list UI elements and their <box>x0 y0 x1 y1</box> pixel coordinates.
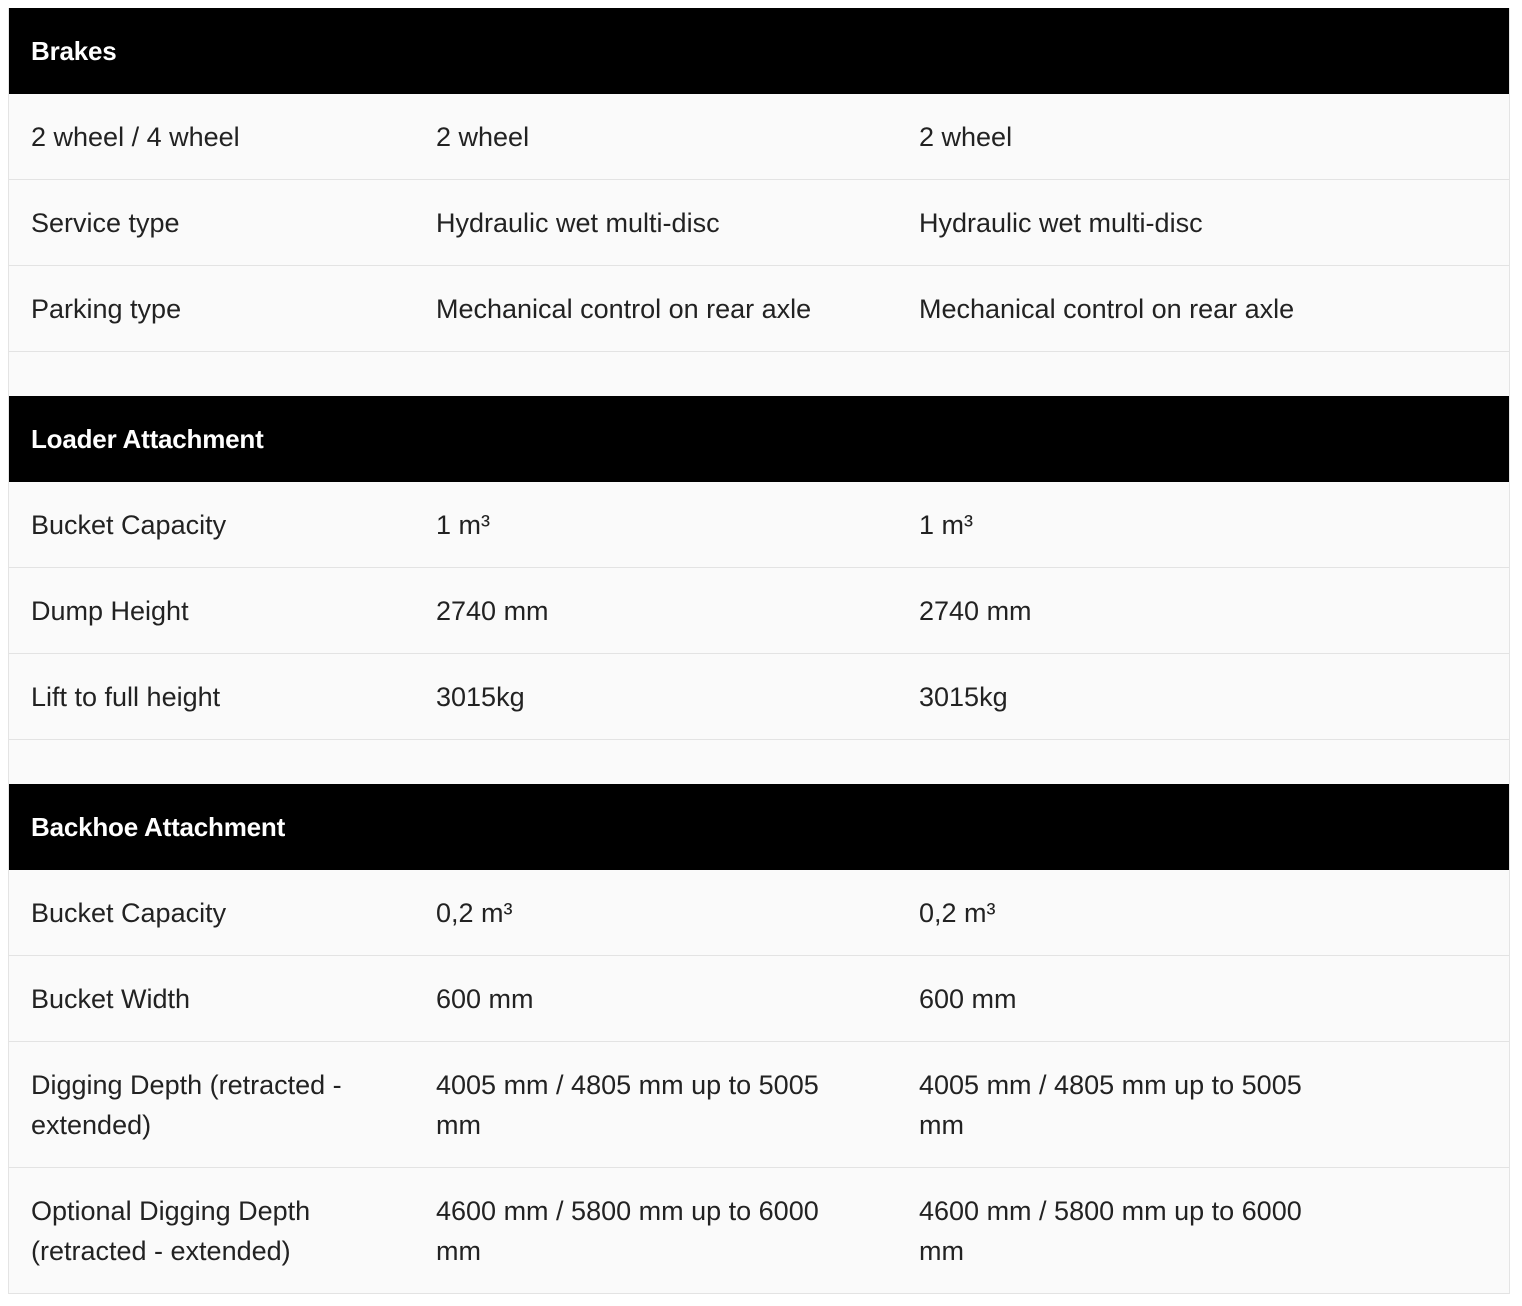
spec-label: Service type <box>31 207 180 238</box>
spec-value-model-2: 600 mm <box>919 983 1017 1014</box>
section-title: Backhoe Attachment <box>31 811 286 842</box>
spec-value-model-1: 1 m³ <box>436 509 490 540</box>
table-row <box>9 266 1509 352</box>
spec-label: Parking type <box>31 293 182 324</box>
spec-label: Bucket Capacity <box>31 897 227 928</box>
section-header-backhoe-attachment <box>9 784 1509 870</box>
spec-value-model-2: 1 m³ <box>919 509 973 540</box>
section-header-brakes <box>9 8 1509 94</box>
table-row <box>9 956 1509 1042</box>
spec-value-model-1: 2 wheel <box>436 121 530 152</box>
table-row <box>9 1168 1509 1294</box>
spec-table <box>8 8 1510 1294</box>
table-row <box>9 482 1509 568</box>
table-row <box>9 568 1509 654</box>
spec-value-model-1: 600 mm <box>436 983 534 1014</box>
section-spacer <box>9 740 1509 784</box>
spec-value-model-2: 3015kg <box>919 681 1008 712</box>
section-title: Loader Attachment <box>31 423 264 454</box>
spec-value-model-1: 4005 mm / 4805 mm up to 5005 mm <box>436 1069 819 1140</box>
spec-value-model-1: 3015kg <box>436 681 525 712</box>
spec-value-model-2: 4600 mm / 5800 mm up to 6000 mm <box>919 1195 1302 1266</box>
spec-value-model-2: 2740 mm <box>919 595 1032 626</box>
spec-label: Digging Depth (retracted - extended) <box>31 1069 342 1140</box>
spec-value-model-1: 0,2 m³ <box>436 897 513 928</box>
spec-value-model-1: 2740 mm <box>436 595 549 626</box>
spec-value-model-2: 0,2 m³ <box>919 897 996 928</box>
spec-label: Dump Height <box>31 595 189 626</box>
table-row <box>9 180 1509 266</box>
table-row <box>9 870 1509 956</box>
section-spacer <box>9 352 1509 396</box>
spec-value-model-1: Mechanical control on rear axle <box>436 293 812 324</box>
spec-value-model-1: Hydraulic wet multi-disc <box>436 207 720 238</box>
spec-value-model-2: 4005 mm / 4805 mm up to 5005 mm <box>919 1069 1302 1140</box>
spec-value-model-2: Hydraulic wet multi-disc <box>919 207 1203 238</box>
table-row <box>9 94 1509 180</box>
table-row <box>9 654 1509 740</box>
section-header-loader-attachment <box>9 396 1509 482</box>
spec-label: Lift to full height <box>31 681 221 712</box>
spec-value-model-1: 4600 mm / 5800 mm up to 6000 mm <box>436 1195 819 1266</box>
spec-label: Optional Digging Depth (retracted - extended) <box>31 1195 311 1266</box>
spec-label: Bucket Capacity <box>31 509 227 540</box>
table-row <box>9 1042 1509 1168</box>
spec-value-model-2: 2 wheel <box>919 121 1013 152</box>
spec-value-model-2: Mechanical control on rear axle <box>919 293 1295 324</box>
section-title: Brakes <box>31 35 117 66</box>
spec-label: Bucket Width <box>31 983 191 1014</box>
spec-label: 2 wheel / 4 wheel <box>31 121 240 152</box>
